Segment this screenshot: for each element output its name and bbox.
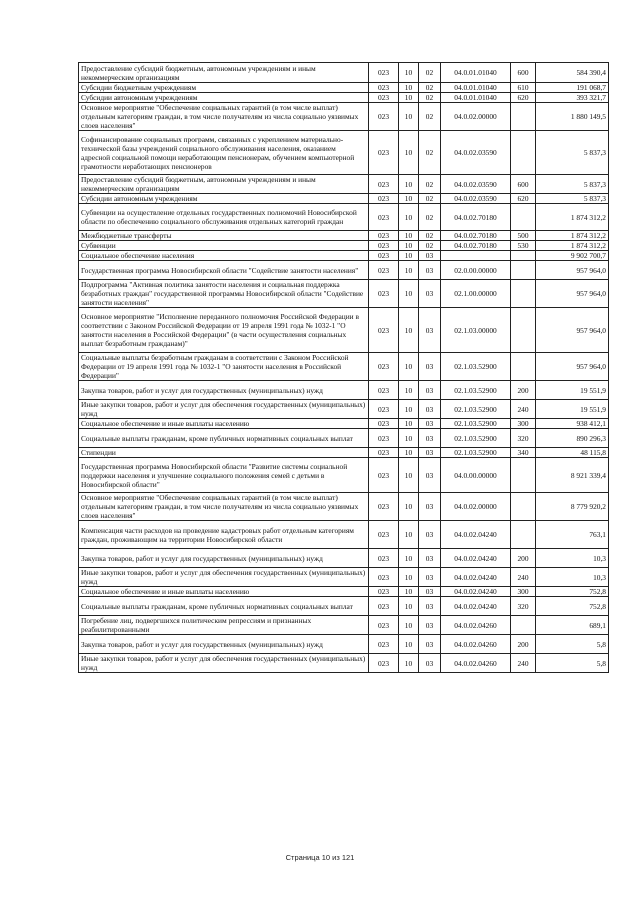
table-row [79,353,609,381]
row-ministry-code: 023 [369,400,399,419]
row-name: Софинансирование социальных программ, связанных с укреплением материально-технической базы учреждений социального обслуживания населения, оказанием адресной социальной помощи неработающим пенсионерам, обучением компьютерной грамотности неработающих пенсионеров [79,131,369,175]
row-expense-type [511,458,536,493]
row-subsection-code: 02 [419,194,441,204]
row-expense-type [511,103,536,131]
row-name: Субвенции на осуществление отдельных государственных полномочий Новосибирской области по обеспечению социального обслуживания отдельных категорий граждан [79,204,369,231]
row-ministry-code: 023 [369,381,399,400]
row-ministry-code: 023 [369,616,399,635]
row-amount: 1 874 312,2 [536,204,609,231]
row-subsection-code: 03 [419,400,441,419]
row-ministry-code: 023 [369,654,399,673]
row-expense-type [511,280,536,308]
row-name: Социальные выплаты гражданам, кроме публичных нормативных социальных выплат [79,597,369,616]
row-section-code: 10 [399,261,419,280]
row-expense-type: 240 [511,568,536,587]
row-subsection-code: 03 [419,521,441,549]
row-subsection-code: 03 [419,429,441,448]
row-amount: 752,8 [536,597,609,616]
row-target-article: 04.0.01.01040 [441,63,511,83]
table-row [79,493,609,521]
row-subsection-code: 03 [419,549,441,568]
row-amount: 957 964,0 [536,308,609,353]
row-ministry-code: 023 [369,587,399,597]
page-number: Страница 10 из 121 [285,853,355,862]
row-name: Социальное обеспечение и иные выплаты населению [79,587,369,597]
row-name: Предоставление субсидий бюджетным, автономным учреждениям и иным некоммерческим организациям [79,175,369,194]
row-target-article: 04.0.02.04260 [441,616,511,635]
row-expense-type [511,308,536,353]
row-ministry-code: 023 [369,204,399,231]
row-subsection-code: 03 [419,654,441,673]
row-subsection-code: 02 [419,63,441,83]
row-section-code: 10 [399,521,419,549]
row-expense-type: 200 [511,381,536,400]
row-section-code: 10 [399,204,419,231]
row-expense-type [511,251,536,261]
row-amount: 8 921 339,4 [536,458,609,493]
row-name: Государственная программа Новосибирской области "Развитие системы социальной поддержки населения и улучшение социального положения семей с детьми в Новосибирской области" [79,458,369,493]
row-amount: 1 880 149,5 [536,103,609,131]
table-body [79,63,609,673]
row-ministry-code: 023 [369,493,399,521]
row-target-article: 02.1.03.52900 [441,419,511,429]
row-section-code: 10 [399,194,419,204]
row-amount: 19 551,9 [536,400,609,419]
row-name: Основное мероприятие "Обеспечение социальных гарантий (в том числе выплат) отдельным категориям граждан, в том числе получателям из числа социально уязвимых слоев населения" [79,103,369,131]
table-row [79,231,609,241]
table-row [79,308,609,353]
table-row [79,597,609,616]
row-subsection-code: 03 [419,448,441,458]
row-amount: 1 874 312,2 [536,241,609,251]
row-expense-type: 200 [511,549,536,568]
table-row [79,521,609,549]
row-target-article: 04.0.02.04260 [441,654,511,673]
row-ministry-code: 023 [369,231,399,241]
row-name: Компенсация части расходов на проведение кадастровых работ отдельным категориям граждан, проживающим на территории Новосибирской области [79,521,369,549]
table-row [79,175,609,194]
table-row [79,448,609,458]
row-ministry-code: 023 [369,308,399,353]
row-section-code: 10 [399,103,419,131]
row-expense-type [511,131,536,175]
row-amount: 393 321,7 [536,93,609,103]
row-ministry-code: 023 [369,63,399,83]
row-subsection-code: 03 [419,419,441,429]
row-expense-type: 500 [511,231,536,241]
table-row [79,93,609,103]
row-section-code: 10 [399,448,419,458]
row-subsection-code: 02 [419,93,441,103]
row-section-code: 10 [399,93,419,103]
row-name: Закупка товаров, работ и услуг для государственных (муниципальных) нужд [79,549,369,568]
row-ministry-code: 023 [369,241,399,251]
row-subsection-code: 03 [419,616,441,635]
row-ministry-code: 023 [369,521,399,549]
row-ministry-code: 023 [369,131,399,175]
row-ministry-code: 023 [369,251,399,261]
row-expense-type: 240 [511,400,536,419]
row-amount: 5 837,3 [536,194,609,204]
table-row [79,587,609,597]
row-section-code: 10 [399,635,419,654]
row-subsection-code: 03 [419,597,441,616]
row-amount: 5,8 [536,635,609,654]
row-subsection-code: 02 [419,204,441,231]
row-amount: 19 551,9 [536,381,609,400]
row-subsection-code: 03 [419,353,441,381]
row-expense-type: 600 [511,175,536,194]
row-section-code: 10 [399,400,419,419]
row-expense-type: 300 [511,587,536,597]
row-expense-type: 320 [511,597,536,616]
row-target-article: 04.0.01.01040 [441,83,511,93]
row-target-article: 04.0.02.04240 [441,587,511,597]
row-section-code: 10 [399,83,419,93]
row-target-article: 04.0.02.04260 [441,635,511,654]
row-amount: 8 779 920,2 [536,493,609,521]
row-section-code: 10 [399,353,419,381]
row-expense-type: 620 [511,93,536,103]
row-expense-type [511,261,536,280]
row-ministry-code: 023 [369,175,399,194]
row-target-article: 04.0.02.00000 [441,103,511,131]
row-ministry-code: 023 [369,419,399,429]
row-ministry-code: 023 [369,194,399,204]
row-section-code: 10 [399,175,419,194]
row-amount: 584 390,4 [536,63,609,83]
row-ministry-code: 023 [369,261,399,280]
row-name: Социальное обеспечение населения [79,251,369,261]
row-amount: 48 115,8 [536,448,609,458]
row-amount: 752,8 [536,587,609,597]
row-subsection-code: 02 [419,83,441,93]
row-ministry-code: 023 [369,549,399,568]
table-row [79,429,609,448]
row-ministry-code: 023 [369,93,399,103]
row-ministry-code: 023 [369,353,399,381]
table-row [79,400,609,419]
row-ministry-code: 023 [369,448,399,458]
row-name: Социальные выплаты безработным гражданам в соответствии с Законом Российской Федерации от 19 апреля 1991 года № 1032-1 "О занятости населения в Российской Федерации" [79,353,369,381]
row-amount: 9 902 700,7 [536,251,609,261]
row-name: Субсидии автономным учреждениям [79,194,369,204]
row-expense-type: 200 [511,635,536,654]
table-row [79,261,609,280]
budget-table [78,62,609,673]
row-target-article: 04.0.02.04240 [441,597,511,616]
row-ministry-code: 023 [369,83,399,93]
row-target-article: 02.1.03.52900 [441,429,511,448]
row-section-code: 10 [399,587,419,597]
row-name: Подпрограмма "Активная политика занятости населения и социальная поддержка безработных граждан" государственной программы Новосибирской области "Содействие занятости населения" [79,280,369,308]
row-target-article: 04.0.02.03590 [441,194,511,204]
table-row [79,419,609,429]
row-target-article [441,251,511,261]
row-name: Закупка товаров, работ и услуг для государственных (муниципальных) нужд [79,381,369,400]
row-target-article: 04.0.01.01040 [441,93,511,103]
row-subsection-code: 02 [419,241,441,251]
row-expense-type: 620 [511,194,536,204]
row-expense-type: 600 [511,63,536,83]
row-section-code: 10 [399,63,419,83]
row-section-code: 10 [399,231,419,241]
row-expense-type: 240 [511,654,536,673]
table-row [79,635,609,654]
table-row [79,103,609,131]
row-amount: 5 837,3 [536,131,609,175]
row-amount: 1 874 312,2 [536,231,609,241]
row-target-article: 04.0.02.04240 [441,568,511,587]
row-name: Предоставление субсидий бюджетным, автономным учреждениям и иным некоммерческим организациям [79,63,369,83]
table-row [79,616,609,635]
row-subsection-code: 03 [419,458,441,493]
row-section-code: 10 [399,568,419,587]
row-section-code: 10 [399,597,419,616]
row-expense-type: 340 [511,448,536,458]
row-name: Стипендии [79,448,369,458]
row-name: Государственная программа Новосибирской области "Содействие занятости населения" [79,261,369,280]
row-name: Социальное обеспечение и иные выплаты населению [79,419,369,429]
row-target-article: 04.0.00.00000 [441,458,511,493]
row-target-article: 02.1.03.52900 [441,381,511,400]
row-subsection-code: 03 [419,635,441,654]
row-expense-type: 320 [511,429,536,448]
row-expense-type [511,204,536,231]
row-subsection-code: 03 [419,493,441,521]
row-amount: 957 964,0 [536,353,609,381]
row-amount: 938 412,1 [536,419,609,429]
row-target-article: 02.0.00.00000 [441,261,511,280]
row-amount: 191 068,7 [536,83,609,93]
row-amount: 890 296,3 [536,429,609,448]
row-ministry-code: 023 [369,103,399,131]
row-expense-type [511,353,536,381]
table-row [79,131,609,175]
row-name: Основное мероприятие "Исполнение переданного полномочия Российской Федерации в соответствии с Законом Российской Федерации от 19 апреля 1991 года № 1032-1 "О занятости населения в Российской Федерации" (в части осуществления социальных выплат безработным гражданам)" [79,308,369,353]
table-row [79,251,609,261]
row-expense-type: 300 [511,419,536,429]
row-amount: 5 837,3 [536,175,609,194]
row-expense-type [511,493,536,521]
row-subsection-code: 03 [419,308,441,353]
row-target-article: 04.0.02.70180 [441,241,511,251]
row-section-code: 10 [399,280,419,308]
row-target-article: 02.1.03.00000 [441,308,511,353]
row-amount: 957 964,0 [536,280,609,308]
row-amount: 689,1 [536,616,609,635]
row-subsection-code: 03 [419,251,441,261]
row-subsection-code: 02 [419,103,441,131]
row-subsection-code: 02 [419,131,441,175]
row-target-article: 04.0.02.03590 [441,175,511,194]
row-section-code: 10 [399,381,419,400]
row-name: Субсидии бюджетным учреждениям [79,83,369,93]
row-target-article: 04.0.02.00000 [441,493,511,521]
table-row [79,280,609,308]
row-name: Социальные выплаты гражданам, кроме публичных нормативных социальных выплат [79,429,369,448]
table-row [79,194,609,204]
row-target-article: 02.1.03.52900 [441,353,511,381]
row-ministry-code: 023 [369,429,399,448]
row-ministry-code: 023 [369,568,399,587]
row-ministry-code: 023 [369,635,399,654]
table-row [79,83,609,93]
row-subsection-code: 02 [419,231,441,241]
row-expense-type: 610 [511,83,536,93]
row-subsection-code: 03 [419,587,441,597]
row-amount: 957 964,0 [536,261,609,280]
row-target-article: 02.1.03.52900 [441,448,511,458]
row-subsection-code: 03 [419,568,441,587]
row-section-code: 10 [399,251,419,261]
row-section-code: 10 [399,654,419,673]
row-section-code: 10 [399,429,419,448]
row-section-code: 10 [399,241,419,251]
row-amount: 10,3 [536,549,609,568]
table-row [79,204,609,231]
row-ministry-code: 023 [369,458,399,493]
row-target-article: 02.1.03.52900 [441,400,511,419]
row-name: Основное мероприятие "Обеспечение социальных гарантий (в том числе выплат) отдельным категориям граждан, в том числе получателям из числа социально уязвимых слоев населения" [79,493,369,521]
row-amount: 763,1 [536,521,609,549]
row-section-code: 10 [399,493,419,521]
table-row [79,458,609,493]
row-subsection-code: 03 [419,381,441,400]
row-subsection-code: 03 [419,261,441,280]
row-target-article: 02.1.00.00000 [441,280,511,308]
row-target-article: 04.0.02.04240 [441,521,511,549]
table-row [79,241,609,251]
table-row [79,549,609,568]
row-name: Закупка товаров, работ и услуг для государственных (муниципальных) нужд [79,635,369,654]
table-row [79,654,609,673]
row-expense-type [511,616,536,635]
row-section-code: 10 [399,458,419,493]
row-amount: 10,3 [536,568,609,587]
row-section-code: 10 [399,308,419,353]
row-target-article: 04.0.02.70180 [441,204,511,231]
table-row [79,568,609,587]
row-section-code: 10 [399,616,419,635]
row-name: Иные закупки товаров, работ и услуг для обеспечения государственных (муниципальных) нужд [79,654,369,673]
row-expense-type: 530 [511,241,536,251]
row-section-code: 10 [399,549,419,568]
row-target-article: 04.0.02.03590 [441,131,511,175]
row-target-article: 04.0.02.04240 [441,549,511,568]
row-subsection-code: 02 [419,175,441,194]
row-section-code: 10 [399,131,419,175]
row-subsection-code: 03 [419,280,441,308]
table-row [79,381,609,400]
row-amount: 5,8 [536,654,609,673]
row-ministry-code: 023 [369,597,399,616]
row-section-code: 10 [399,419,419,429]
row-name: Иные закупки товаров, работ и услуг для обеспечения государственных (муниципальных) нужд [79,400,369,419]
row-target-article: 04.0.02.70180 [441,231,511,241]
row-name: Межбюджетные трансферты [79,231,369,241]
row-name: Субсидии автономным учреждениям [79,93,369,103]
row-ministry-code: 023 [369,280,399,308]
row-name: Погребение лиц, подвергшихся политическим репрессиям и признанных реабилитированными [79,616,369,635]
row-expense-type [511,521,536,549]
row-name: Субвенции [79,241,369,251]
table-row [79,63,609,83]
row-name: Иные закупки товаров, работ и услуг для обеспечения государственных (муниципальных) нужд [79,568,369,587]
